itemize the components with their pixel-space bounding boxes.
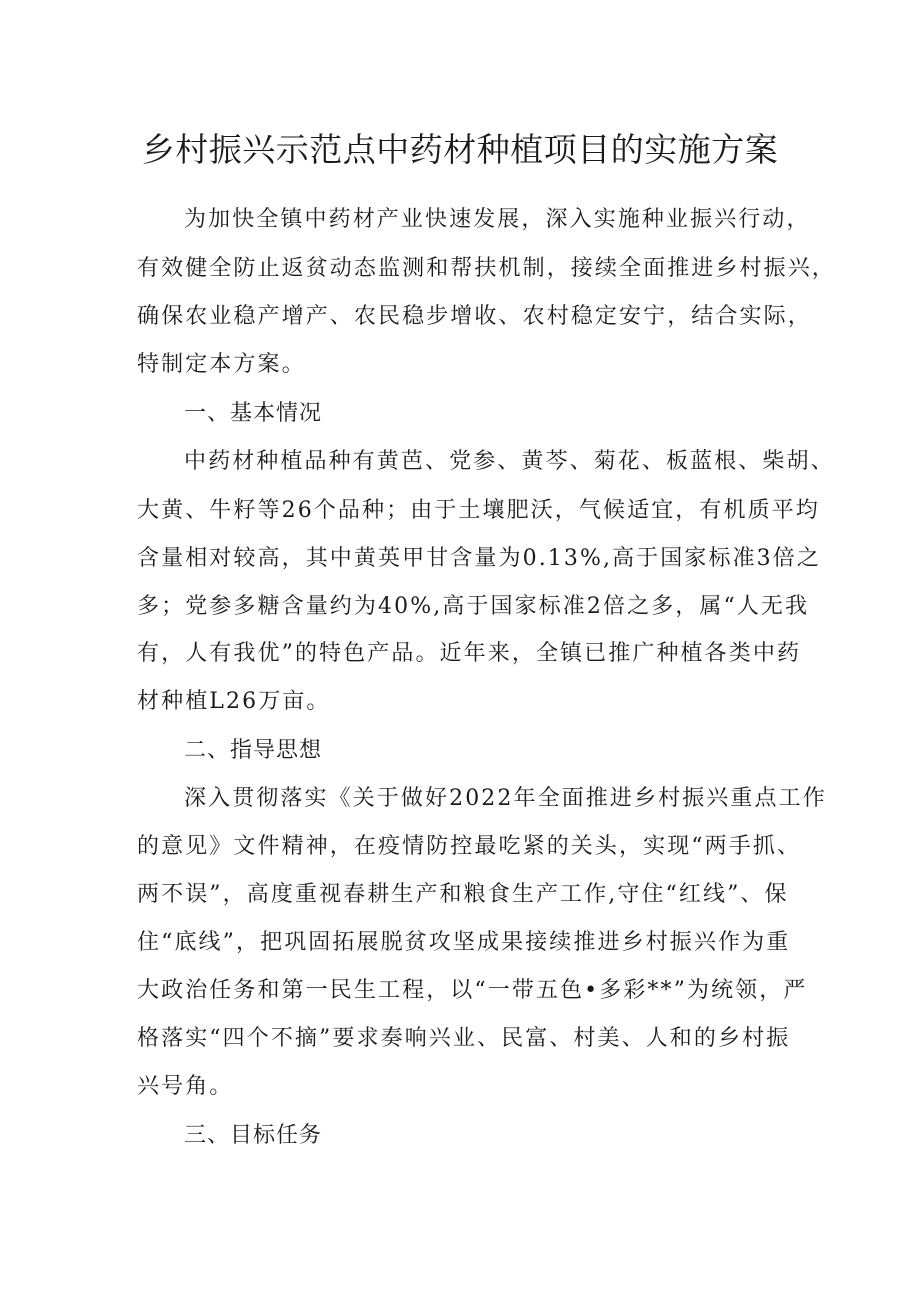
section2-line-4: 住“底线”，把巩固拓展脱贫攻坚成果接续推进乡村振兴作为重 [137,930,791,955]
section1-line-6: 材种植L26万亩。 [137,689,331,714]
section2-line-6: 格落实“四个不摘”要求奏响兴业、民富、村美、人和的乡村振 [137,1026,791,1051]
section2-line-2: 的意见》文件精神，在疫情防控最吃紧的关头，实现“两手抓、 [137,834,802,859]
section2-line-3: 两不误”，高度重视春耕生产和粮食生产工作,守住“红线”、保 [137,882,789,907]
section-heading-basic-situation: 一、基本情况 [184,401,323,426]
section1-line-3: 含量相对较高，其中黄英甲甘含量为0.13%,高于国家标准3倍之 [137,546,821,571]
intro-line-1: 为加快全镇中药材产业快速发展，深入实施种业振兴行动， [184,207,811,232]
section2-line-5: 大政治任务和第一民生工程，以“一带五色•多彩**”为统领，严 [137,978,808,1003]
section-heading-objectives: 三、目标任务 [184,1123,323,1148]
section1-line-2: 大黄、牛籽等26个品种；由于土壤肥沃，气候适宜，有机质平均 [137,498,820,523]
intro-line-2: 有效健全防止返贫动态监测和帮扶机制，接续全面推进乡村振兴， [137,256,836,281]
section1-line-4: 多；党参多糖含量约为40%,高于国家标准2倍之多，属“人无我 [137,594,810,619]
section2-line-1: 深入贯彻落实《关于做好2022年全面推进乡村振兴重点工作 [184,786,827,811]
section-heading-guiding-ideology: 二、指导思想 [184,738,323,763]
section2-line-7: 兴号角。 [137,1074,234,1099]
intro-line-4: 特制定本方案。 [137,352,306,377]
intro-line-3: 确保农业稳产增产、农民稳步增收、农村稳定安宁，结合实际， [137,304,812,329]
section1-line-1: 中药材种植品种有黄芭、党参、黄芩、菊花、板蓝根、柴胡、 [184,449,835,474]
section1-line-5: 有，人有我优”的特色产品。近年来，全镇已推广种植各类中药 [137,641,802,666]
document-title: 乡村振兴示范点中药材种植项目的实施方案 [141,130,779,169]
